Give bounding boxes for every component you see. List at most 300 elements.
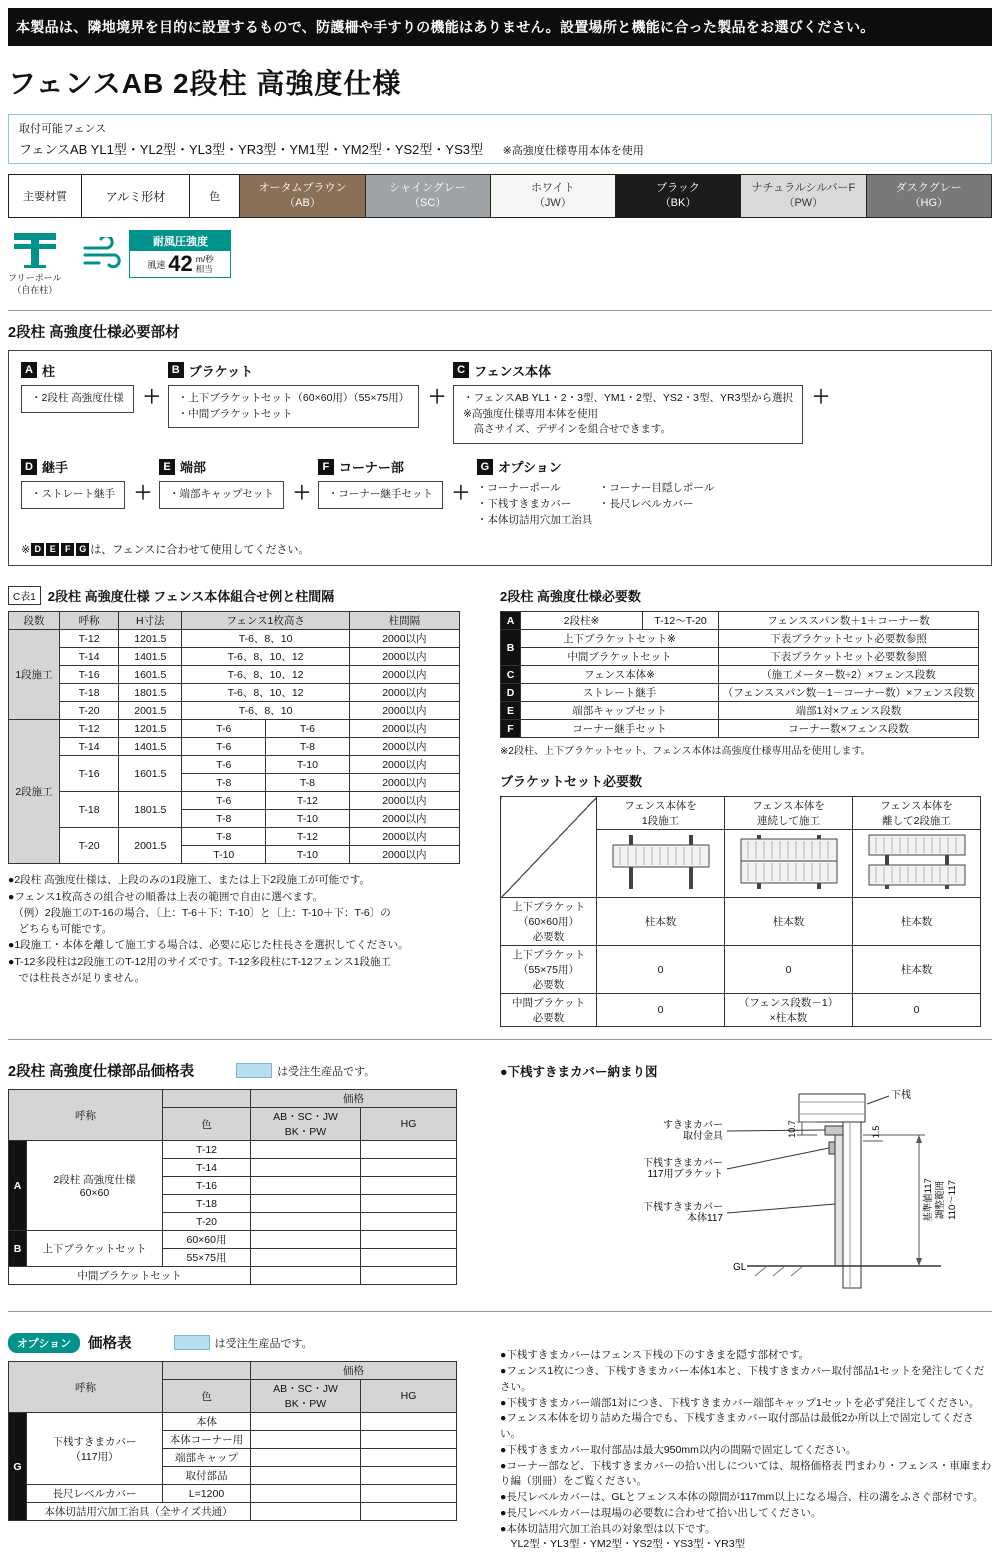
table-cell: [251, 1195, 361, 1213]
table-row: [9, 1503, 457, 1521]
part-group-name: コーナー部: [338, 460, 404, 475]
table-cell: T-12～T-20: [643, 612, 719, 630]
part-item: ・ストレート継手: [31, 488, 115, 500]
note-line: ●長尺レベルカバーは現場の必要数に合わせて拾い出してください。: [500, 1506, 822, 1519]
table-cell: 中間ブラケットセット: [9, 1267, 251, 1285]
option-column: [8, 1322, 486, 1521]
color-swatch-HG: ダスクグレー （HG）: [866, 175, 991, 218]
table-cell: [361, 1449, 457, 1467]
note-line: ●フェンス1枚高さの組合せの順番は上表の範囲で自由に選べます。: [8, 890, 324, 903]
table-cell: 中間ブラケット 必要数: [501, 994, 597, 1027]
table-cell: 柱本数: [597, 898, 725, 946]
table-cell: T-8: [182, 810, 266, 828]
combo-title: 2段柱 高強度仕様 フェンス本体組合せ例と柱間隔: [47, 589, 335, 605]
warning-text: 本製品は、隣地境界を目的に設置するもので、防護柵や手すりの機能はありません。設置場所と機能に合った製品をお選びください。: [16, 19, 875, 35]
table-cell: T-8: [266, 738, 350, 756]
table-cell: 0: [597, 946, 725, 994]
combo-tag: C表1: [8, 586, 41, 605]
table-cell: T-20: [60, 828, 119, 864]
cover-body-shape: [835, 1135, 843, 1266]
table-cell: 色: [163, 1108, 251, 1141]
table-cell: T-6: [266, 720, 350, 738]
part-group-heading: [21, 361, 134, 380]
note-letter-E: E: [46, 543, 59, 556]
table-cell: フェンス本体を 連続して施工: [725, 797, 853, 830]
table-cell: 呼称: [9, 1090, 163, 1141]
part-item: ・端部キャップセット: [169, 488, 274, 500]
table-cell: 中間ブラケットセット: [521, 648, 719, 666]
table-cell: D: [501, 684, 521, 702]
color-swatch-AB: オータムブラウン （AB）: [240, 175, 365, 218]
price1-legend: [236, 1063, 375, 1079]
table-cell: 55×75用: [163, 1249, 251, 1267]
table-cell: T-12: [266, 828, 350, 846]
table-row: [501, 612, 979, 630]
compatible-fence-models: フェンスAB YL1型・YL2型・YL3型・YR3型・YM1型・YM2型・YS2型・YS3型: [19, 142, 483, 157]
table-cell: 色: [163, 1380, 251, 1413]
table-cell: 1201.5: [119, 720, 182, 738]
table-cell: T-10: [266, 846, 350, 864]
table-cell: 2000以内: [349, 684, 459, 702]
table-row: [9, 1362, 457, 1380]
table-cell: 2段施工: [9, 720, 60, 864]
part-item: ・コーナー目隠しポール: [598, 482, 715, 494]
dim-10-7: 10.7: [787, 1120, 797, 1139]
table-cell: 2000以内: [349, 666, 459, 684]
table-cell: 本体切詰用穴加工治具（全サイズ共通）: [27, 1503, 251, 1521]
combo-notes: [8, 872, 486, 986]
fence-figure: [603, 831, 719, 893]
table-cell: 2000以内: [349, 738, 459, 756]
table-cell: 上下ブラケット （60×60用） 必要数: [501, 898, 597, 946]
wind-rating-value: [130, 251, 230, 277]
table-cell: T-8: [182, 828, 266, 846]
table-cell: 2段柱 高強度仕様 60×60: [27, 1141, 163, 1231]
note-line: ●下桟すきまカバーはフェンス下桟の下のすきまを隠す部材です。: [500, 1349, 810, 1362]
table-cell: T-18: [163, 1195, 251, 1213]
table-cell: T-10: [182, 846, 266, 864]
table-cell: T-6、8、10: [182, 630, 349, 648]
part-item: 高さサイズ、デザインを組合せできます。: [463, 423, 672, 436]
table-row: [9, 1141, 457, 1159]
table-cell: 1401.5: [119, 738, 182, 756]
part-group-E: [159, 457, 284, 509]
requirements-table: [500, 611, 979, 738]
table-cell: T-8: [266, 774, 350, 792]
note-line: ●コーナー部など、下桟すきまカバーの拾い出しについては、規格価格表 門まわり・フェンス・車庫まわり編（別冊）をご覧ください。: [500, 1459, 992, 1488]
table-cell: [251, 1485, 361, 1503]
table-cell: T-20: [60, 702, 119, 720]
table-row: [9, 756, 460, 774]
cover-detail-diagram: [511, 1084, 981, 1296]
part-group-heading: [168, 361, 419, 380]
table-cell: （施工メーター数÷2）×フェンス段数: [719, 666, 979, 684]
table-cell: [251, 1177, 361, 1195]
table-row: [501, 946, 981, 994]
note-line: どちらも可能です。: [8, 923, 113, 936]
table-cell: T-14: [60, 648, 119, 666]
table-row: [9, 828, 460, 846]
table-cell: T-6: [182, 738, 266, 756]
part-group-items: [318, 481, 443, 509]
table-cell: T-20: [163, 1213, 251, 1231]
price1-header: [8, 1060, 486, 1081]
part-group-A: [21, 361, 134, 413]
part-group-heading: [21, 457, 125, 476]
wind-speed-label: 風速: [147, 259, 166, 270]
table-row: [9, 1485, 457, 1503]
table-cell: A: [9, 1141, 27, 1231]
table-row: [501, 630, 979, 648]
table-cell: [361, 1485, 457, 1503]
parts-note: [21, 541, 979, 557]
material-color-table: [8, 174, 992, 218]
table-cell: 2000以内: [349, 720, 459, 738]
table-cell: T-8: [182, 774, 266, 792]
table-cell: [251, 1213, 361, 1231]
table-row: [9, 1413, 457, 1431]
price-table: [8, 1089, 457, 1285]
table-row: [501, 994, 981, 1027]
dim-range: 110～117: [947, 1180, 958, 1221]
table-cell: T-6、8、10、12: [182, 648, 349, 666]
note-line: YL2型・YL3型・YM2型・YS2型・YS3型・YR3型: [500, 1538, 746, 1551]
part-group-heading: [159, 457, 284, 476]
table-cell: 0: [725, 946, 853, 994]
part-item: ・長尺レベルカバー: [598, 497, 694, 510]
price1-legend-text: は受注生産品です。: [277, 1065, 376, 1078]
part-group-items: [168, 385, 419, 429]
table-cell: T-6: [182, 756, 266, 774]
material-label: 主要材質: [9, 175, 82, 218]
color-label: 色: [190, 175, 240, 218]
table-cell: （フェンススパン数－1－コーナー数）×フェンス段数: [719, 684, 979, 702]
bracket-label-1: 下桟すきまカバー: [643, 1158, 723, 1170]
table-cell: T-6、8、10、12: [182, 666, 349, 684]
wind-suffix: 相当: [195, 264, 213, 274]
part-group-items: [21, 385, 134, 413]
material-value: アルミ形材: [82, 175, 190, 218]
parts-note-suffix: は、フェンスに合わせて使用してください。: [90, 544, 310, 557]
table-cell: A: [501, 612, 521, 630]
color-swatch-BK: ブラック （BK）: [615, 175, 740, 218]
table-cell: F: [501, 720, 521, 738]
wind-unit: m/秒: [195, 253, 214, 264]
footnotes-column: [500, 1322, 992, 1552]
table-cell: C: [501, 666, 521, 684]
table-cell: 2000以内: [349, 810, 459, 828]
table-cell: 上下ブラケット （55×75用） 必要数: [501, 946, 597, 994]
part-group-C: [453, 361, 803, 444]
diagram-wrap: [500, 1084, 992, 1301]
table-cell: 2段柱※: [521, 612, 643, 630]
table-cell: 段数: [9, 612, 60, 630]
part-group-items: [477, 481, 727, 528]
diagram-column: [500, 1050, 992, 1301]
parts-row-1: [21, 361, 979, 444]
freepole-label-line1: フリーポール: [8, 273, 62, 284]
feature-badges: [8, 230, 992, 296]
table-cell: E: [501, 702, 521, 720]
table-cell: 呼称: [60, 612, 119, 630]
bracket-label-2: 117用ブラケット: [647, 1169, 723, 1181]
parts-note-prefix: ※: [21, 543, 31, 556]
part-group-name: フェンス本体: [474, 363, 552, 379]
figure-cell-stacked: [725, 830, 853, 898]
table-cell: 上下ブラケットセット※: [521, 630, 719, 648]
figure-cell-single: [597, 830, 725, 898]
part-item: ・本体切詰用穴加工治具: [476, 513, 593, 526]
table-cell: [251, 1231, 361, 1249]
wind-badge: [83, 230, 231, 278]
table-cell: コーナー継手セット: [521, 720, 719, 738]
table-cell: 下表ブラケットセット必要数参照: [719, 648, 979, 666]
table-row: [9, 1267, 457, 1285]
table-cell: [251, 1249, 361, 1267]
table-cell: [251, 1467, 361, 1485]
table-cell: T-6、8、10: [182, 702, 349, 720]
table-cell: 端部キャップ: [163, 1449, 251, 1467]
table-cell: HG: [361, 1380, 457, 1413]
part-item: ・上下ブラケットセット（60×60用）（55×75用）: [177, 391, 410, 404]
combo-table: [8, 611, 460, 864]
table-cell: [163, 1362, 251, 1380]
fitting-shape: [825, 1126, 843, 1135]
note-line: ●2段柱 高強度仕様は、上段のみの1段施工、または上下2段施工が可能です。: [8, 874, 370, 887]
table-cell: [361, 1267, 457, 1285]
material-color-row: [9, 175, 992, 218]
table-cell: T-16: [163, 1177, 251, 1195]
table-cell: 2000以内: [349, 702, 459, 720]
price1-title: 2段柱 高強度仕様部品価格表: [8, 1064, 195, 1081]
table-cell: 取付部品: [163, 1467, 251, 1485]
table-row: [9, 792, 460, 810]
cover-body-label-1: 下桟すきまカバー: [643, 1202, 723, 1214]
freepole-label-line2: （自在柱）: [12, 284, 58, 295]
table-cell: T-18: [60, 792, 119, 828]
table-cell: コーナー数×フェンス段数: [719, 720, 979, 738]
table-cell: HG: [361, 1108, 457, 1141]
part-item: ・コーナー継手セット: [327, 488, 433, 500]
price-column: [8, 1050, 486, 1285]
table-cell: 1601.5: [119, 756, 182, 792]
table-cell: [251, 1267, 361, 1285]
table-row: [9, 648, 460, 666]
part-group-name: 端部: [180, 460, 207, 475]
table-cell: 60×60用: [163, 1231, 251, 1249]
note-line: ●長尺レベルカバーは、GLとフェンス本体の隙間が117mm以上になる場合、柱の溝をふさぐ部材です。: [500, 1491, 984, 1503]
req-title: 2段柱 高強度仕様必要数: [500, 589, 641, 605]
option-badge: オプション: [8, 1333, 80, 1353]
letter-badge-A: A: [21, 362, 37, 378]
table-cell: 上下ブラケットセット: [27, 1231, 163, 1267]
table-cell: [251, 1413, 361, 1431]
table-row: [501, 648, 979, 666]
part-group-G: [477, 457, 727, 528]
part-group-name: 継手: [42, 460, 69, 475]
table-cell: 本体コーナー用: [163, 1431, 251, 1449]
table-cell: T-6: [182, 720, 266, 738]
table-cell: 価格: [251, 1362, 457, 1380]
price2-legend: [174, 1335, 313, 1351]
footnotes: [500, 1348, 992, 1552]
table-cell: 柱本数: [853, 946, 981, 994]
table-row: [9, 666, 460, 684]
parts-section: [8, 310, 992, 567]
note-line: ●フェンス本体を切り詰めた場合でも、下桟すきまカバー取付部品は最低2か所以上で固定してください。: [500, 1412, 974, 1440]
table-row: [9, 630, 460, 648]
parts-heading: 2段柱 高強度仕様必要部材: [8, 324, 180, 341]
table-cell: T-16: [60, 666, 119, 684]
note-line: ●1段施工・本体を離して施工する場合は、必要に応じた柱長さを選択してください。: [8, 939, 409, 952]
table-cell: 1201.5: [119, 630, 182, 648]
table-cell: 呼称: [9, 1362, 163, 1413]
note-line: では柱長さが足りません。: [8, 971, 146, 984]
part-item: ※高強度仕様専用本体を使用: [463, 407, 598, 420]
table-cell: B: [9, 1231, 27, 1267]
table-cell: T-6: [182, 792, 266, 810]
dim-1-5: 1.5: [871, 1125, 881, 1139]
table-cell: 2000以内: [349, 792, 459, 810]
part-item: ・2段柱 高強度仕様: [31, 391, 124, 404]
table-row: [9, 738, 460, 756]
diagram-title: ●下桟すきまカバー納まり図: [500, 1065, 658, 1080]
warning-banner: [8, 8, 992, 46]
wind-speed-unit: [196, 254, 214, 274]
part-group-heading: [453, 361, 803, 380]
freepole-icon: [12, 230, 58, 270]
post-shape: [843, 1122, 861, 1288]
combo-column: [8, 572, 486, 986]
part-group-name: オプション: [497, 460, 562, 475]
note-line: ●本体切詰用穴加工治具の対象型は以下です。: [500, 1522, 716, 1535]
table-cell: 2000以内: [349, 756, 459, 774]
letter-badge-G: G: [477, 459, 493, 475]
req-note: ※2段柱、上下ブラケットセット、フェンス本体は高強度仕様専用品を使用します。: [500, 746, 871, 758]
table-cell: AB・SC・JW BK・PW: [251, 1108, 361, 1141]
table-cell: [251, 1141, 361, 1159]
table-cell: T-12: [60, 630, 119, 648]
table-cell: T-16: [60, 756, 119, 792]
compatible-fence-label: 取付可能フェンス: [19, 123, 107, 135]
rail-shape: [799, 1094, 865, 1122]
table-cell: H寸法: [119, 612, 182, 630]
table-cell: 2000以内: [349, 774, 459, 792]
table-row: [501, 684, 979, 702]
table-cell: [501, 797, 597, 898]
plus-sign: ＋: [142, 386, 161, 407]
table-cell: 1401.5: [119, 648, 182, 666]
table-cell: 2001.5: [119, 828, 182, 864]
note-line: ●下桟すきまカバー端部1対につき、下桟すきまカバー端部キャップ1セットを必ず発注してください。: [500, 1396, 980, 1409]
plus-sign: ＋: [428, 386, 447, 407]
part-group-heading: [318, 457, 443, 476]
table-row: [501, 797, 981, 830]
note-letter-D: D: [31, 543, 44, 556]
table-cell: T-18: [60, 684, 119, 702]
part-group-name: ブラケット: [188, 363, 254, 379]
plus-sign: ＋: [292, 483, 311, 503]
table-cell: 0: [597, 994, 725, 1027]
table-cell: T-10: [266, 756, 350, 774]
table-cell: L=1200: [163, 1485, 251, 1503]
note-letter-G: G: [76, 543, 89, 556]
tables-row: [8, 572, 992, 1027]
table-cell: [163, 1090, 251, 1108]
option-row: [8, 1311, 992, 1552]
note-line: （例）2段施工のT-16の場合、〔上：T-6＋下：T-10〕と〔上：T-10＋下：T-6〕の: [8, 906, 391, 919]
table-cell: フェンス本体を 離して2段施工: [853, 797, 981, 830]
gl-label: GL: [733, 1262, 747, 1274]
part-group-items: [453, 385, 803, 444]
compatible-fence-note: ※高強度仕様専用本体を使用: [502, 145, 644, 157]
part-item: ・下桟すきまカバー: [476, 497, 572, 510]
table-row: [9, 1090, 457, 1108]
part-group-F: [318, 457, 443, 509]
table-row: [9, 612, 460, 630]
part-item: ・中間ブラケットセット: [177, 407, 293, 420]
option-price-table: [8, 1361, 457, 1521]
note-line: ●フェンス1枚につき、下桟すきまカバー本体1本と、下桟すきまカバー取付部品1セットを発注してください。: [500, 1365, 985, 1393]
table-cell: AB・SC・JW BK・PW: [251, 1380, 361, 1413]
table-cell: フェンス本体※: [521, 666, 719, 684]
dim-range-label: 調整範囲: [935, 1181, 946, 1220]
part-group-name: 柱: [42, 363, 56, 379]
table-cell: T-14: [60, 738, 119, 756]
table-cell: T-6、8、10、12: [182, 684, 349, 702]
part-group-D: [21, 457, 125, 509]
table-cell: 0: [853, 994, 981, 1027]
table-cell: 柱本数: [853, 898, 981, 946]
parts-note-letters: [30, 543, 90, 556]
dim-standard: 基準値117: [923, 1178, 934, 1223]
table-cell: 端部1対×フェンス段数: [719, 702, 979, 720]
note-line: ●T-12多段柱は2段施工のT-12用のサイズです。T-12多段柱にT-12フェンス1段施工: [8, 955, 392, 968]
made-to-order-swatch: [236, 1063, 272, 1078]
page-title: フェンスAB 2段柱 高強度仕様: [8, 68, 402, 99]
bracket-table: [500, 796, 981, 1027]
wind-rating-box: [129, 230, 231, 278]
table-cell: T-12: [60, 720, 119, 738]
table-row: [501, 702, 979, 720]
table-cell: 1801.5: [119, 684, 182, 702]
part-item: ・コーナーポール: [476, 482, 561, 494]
wind-speed-value: 42: [168, 251, 193, 276]
table-row: [9, 1231, 457, 1249]
price2-title: 価格表: [88, 1336, 132, 1353]
table-cell: T-10: [266, 810, 350, 828]
table-cell: ストレート継手: [521, 684, 719, 702]
table-cell: [361, 1231, 457, 1249]
compatible-fence-box: [8, 114, 992, 164]
price2-legend-text: は受注生産品です。: [214, 1337, 313, 1350]
price-row: [8, 1039, 992, 1301]
fitting-label-1: すきまカバー: [663, 1120, 723, 1132]
table-row: [9, 684, 460, 702]
table-cell: フェンス本体を 1段施工: [597, 797, 725, 830]
table-cell: [361, 1177, 457, 1195]
part-item: ・フェンスAB YL1・2・3型、YM1・2型、YS2・3型、YR3型から選択: [463, 391, 793, 404]
table-cell: 柱間隔: [349, 612, 459, 630]
part-group-B: [168, 361, 419, 429]
freepole-badge: [8, 230, 61, 296]
compatible-fence-line: [19, 139, 981, 158]
table-cell: 長尺レベルカバー: [27, 1485, 163, 1503]
fence-figure: [859, 831, 975, 893]
letter-badge-D: D: [21, 459, 37, 475]
fence-figure: [731, 831, 847, 893]
plus-sign: ＋: [134, 483, 152, 503]
